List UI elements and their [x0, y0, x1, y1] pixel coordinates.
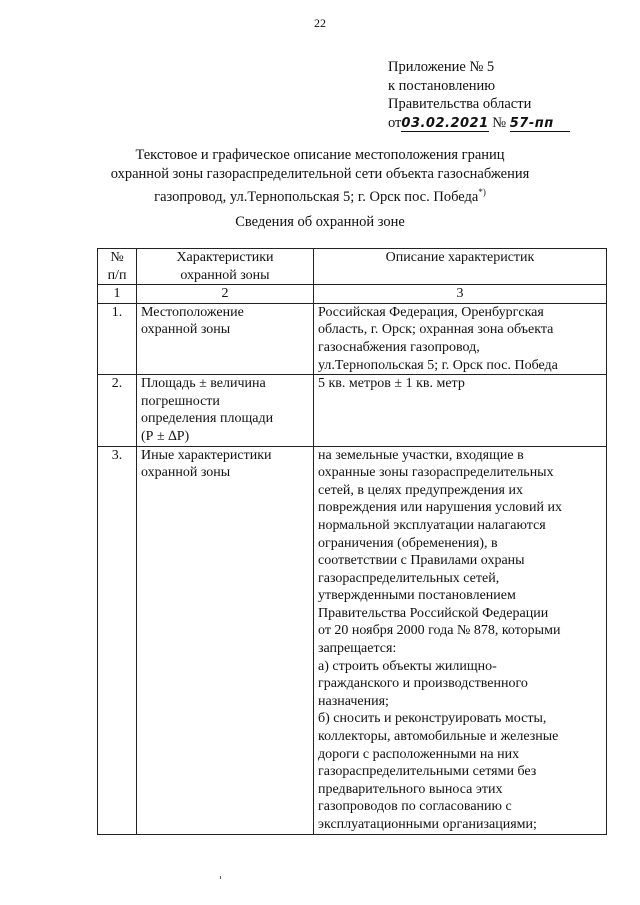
description-line: Российская Федерация, Оренбургская [318, 304, 544, 320]
header-num: № п/п [98, 249, 137, 285]
appendix-line: Правительства области [388, 96, 532, 112]
title-line: газопровод, ул.Тернопольская 5; г. Орск пос. Победа*) [154, 187, 486, 205]
description-line: газопроводов по согласованию с [318, 799, 512, 815]
row-number: 2. [98, 375, 137, 446]
column-number: 2 [137, 285, 314, 304]
characteristic-line: Иные характеристики [141, 447, 272, 463]
description-line: соответствии с Правилами охраны [318, 553, 525, 569]
header-characteristics: Характеристики охранной зоны [137, 249, 314, 285]
scan-mark [220, 876, 221, 879]
appendix-number: 57-пп [510, 116, 570, 132]
characteristic-line: определения площади [141, 411, 274, 427]
description-line: охранные зоны газораспределительных [318, 465, 554, 481]
row-characteristic [137, 446, 314, 834]
column-numbers-row [98, 285, 607, 304]
title-line: охранной зоны газораспределительной сети объекта газоснабжения [110, 165, 530, 182]
row-characteristic [137, 303, 314, 374]
appendix-date-line [388, 114, 570, 133]
description-line: сетей, в целях предупреждения их [318, 482, 523, 498]
row-description [314, 303, 607, 374]
characteristic-line: охранной зоны [141, 322, 231, 338]
table-row [98, 375, 607, 446]
description-line: повреждения или нарушения условий их [318, 500, 562, 516]
description-line: область, г. Орск; охранная зона объекта [318, 322, 554, 338]
description-line: ограничения (обременения), в [318, 535, 498, 551]
description-line: дороги с расположенными на них [318, 746, 520, 762]
description-line: газораспределительных сетей, [318, 570, 500, 586]
table-header-row [98, 249, 607, 285]
appendix-date: 03.02.2021 [401, 115, 489, 131]
description-line: коллекторы, автомобильные и железные [318, 729, 559, 745]
description-line: предварительного выноса этих [318, 781, 503, 797]
description-line: назначения; [318, 693, 389, 709]
row-number: 1. [98, 303, 137, 374]
title-line: Текстовое и графическое описание местоположения границ [135, 147, 505, 163]
description-line: на земельные участки, входящие в [318, 447, 524, 463]
header-description: Описание характеристик [314, 249, 607, 285]
description-line: а) строить объекты жилищно- [318, 658, 497, 674]
description-line: гражданского и производственного [318, 676, 528, 692]
description-line: газоснабжения газопровод, [318, 339, 480, 355]
description-line: от 20 ноября 2000 года № 878, которыми [318, 623, 561, 639]
description-line: газораспределительными сетями без [318, 764, 537, 780]
characteristic-line: Площадь ± величина [141, 376, 266, 392]
appendix-number-label: № [492, 114, 507, 131]
appendix-prefix: от [388, 114, 402, 131]
appendix-line: Приложение № 5 [388, 59, 495, 75]
appendix-header [388, 58, 570, 132]
description-line: Правительства Российской Федерации [318, 605, 549, 621]
row-characteristic [137, 375, 314, 446]
column-number: 3 [314, 285, 607, 304]
description-line: 5 кв. метров ± 1 кв. метр [318, 376, 465, 392]
characteristic-line: (Р ± ∆Р) [141, 428, 190, 444]
row-description [314, 375, 607, 446]
description-line: б) сносить и реконструировать мосты, [318, 711, 547, 727]
page-number: 22 [314, 16, 326, 30]
characteristic-line: Местоположение [141, 304, 244, 320]
row-number: 3. [98, 446, 137, 834]
column-number: 1 [98, 285, 137, 304]
table-row [98, 303, 607, 374]
description-line: запрещается: [318, 641, 397, 657]
section-subtitle: Сведения об охранной зоне [235, 214, 405, 230]
zone-table [97, 248, 607, 835]
description-line: ул.Тернопольская 5; г. Орск пос. Победа [318, 357, 558, 373]
description-line: утвержденными постановлением [318, 588, 516, 604]
document-title [60, 146, 580, 206]
description-line: нормальной эксплуатации налагаются [318, 517, 546, 533]
row-description [314, 446, 607, 834]
appendix-line: к постановлению [388, 77, 496, 94]
footnote-mark: *) [478, 187, 486, 197]
description-line: эксплуатационными организациями; [318, 817, 537, 832]
table-row [98, 446, 607, 834]
characteristic-line: погрешности [141, 393, 220, 409]
characteristic-line: охранной зоны [141, 465, 231, 481]
